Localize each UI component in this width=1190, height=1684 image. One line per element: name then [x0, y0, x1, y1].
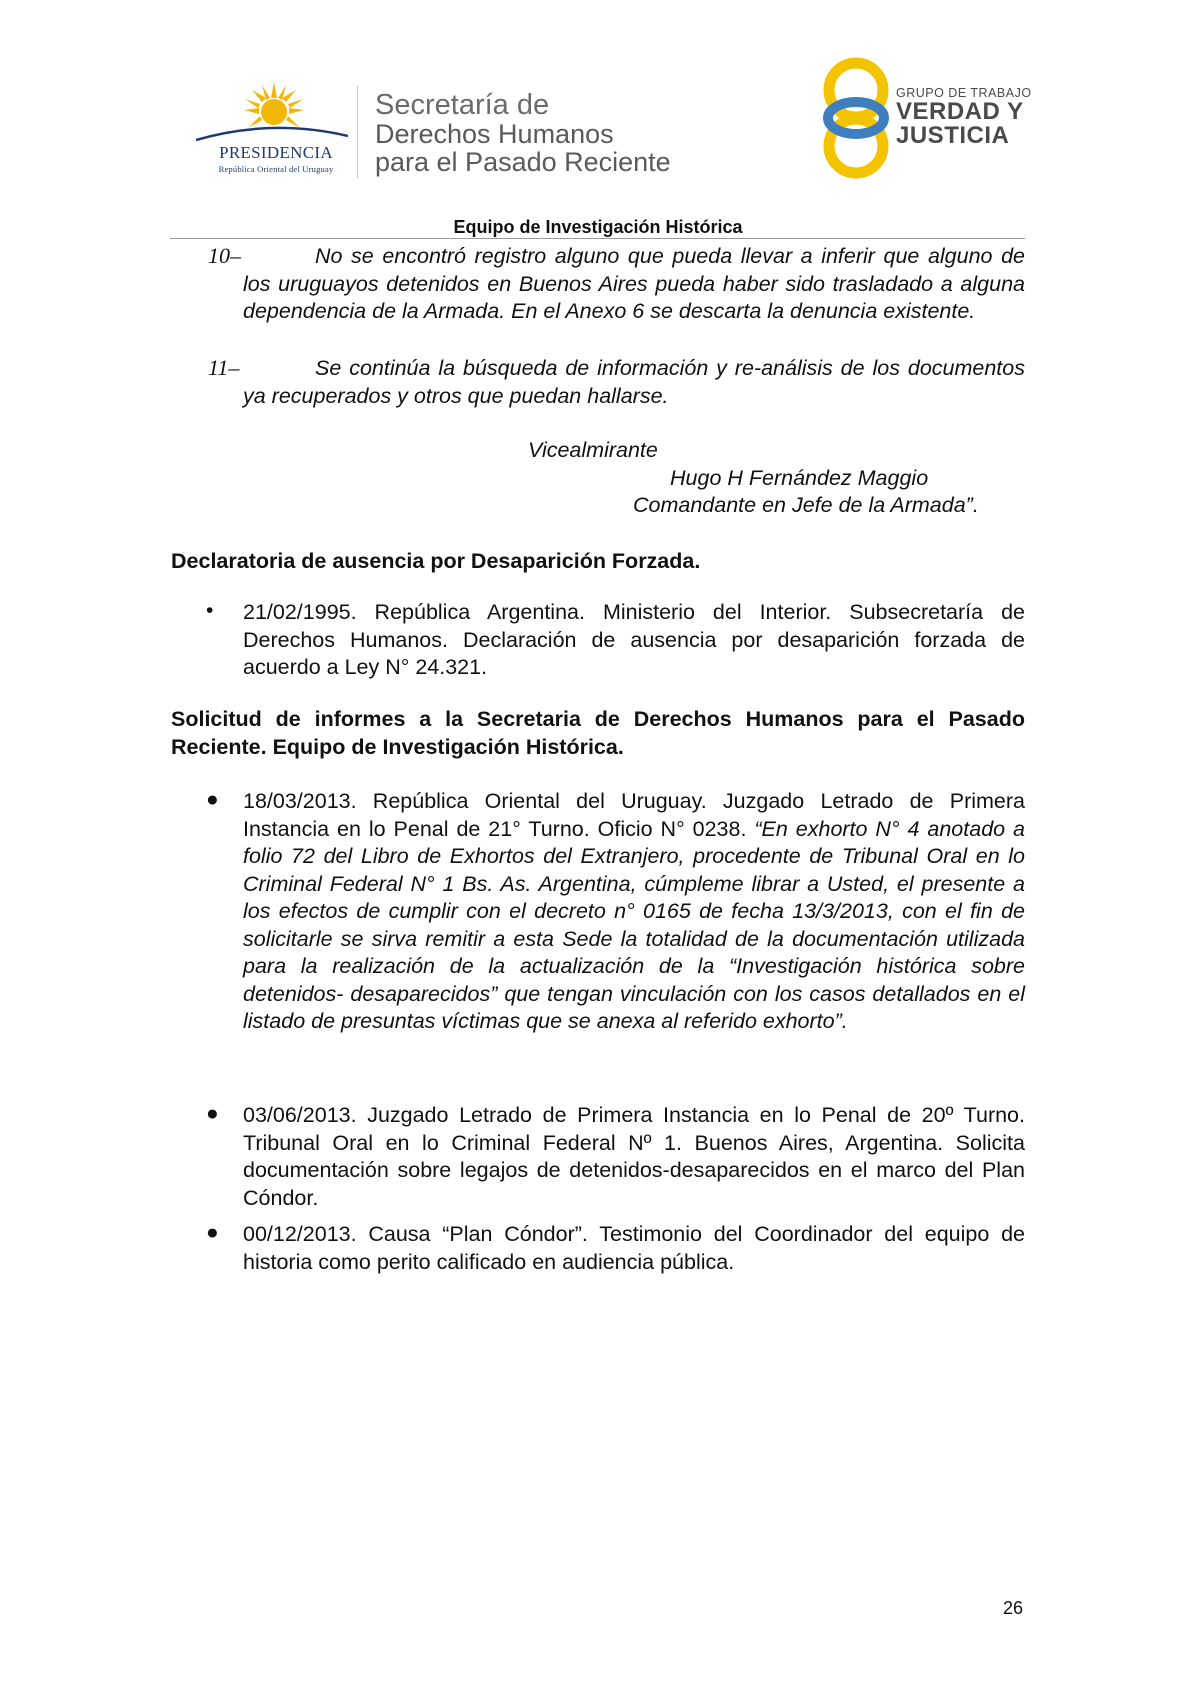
gt-line-1: GRUPO DE TRABAJO: [896, 86, 1032, 100]
bullet-text-2013-06: 03/06/2013. Juzgado Letrado de Primera Instancia en lo Penal de 20º Turno. Tribunal Oral en lo Criminal Federal Nº 1. Buenos Aires, Argentina. Solicita documentación sobre legajos de detenidos-desaparecidos en el marco del Plan Cóndor.: [243, 1103, 1025, 1210]
secretaria-line-3: para el Pasado Reciente: [375, 147, 671, 177]
bullet-dot: ●: [206, 1221, 219, 1244]
section-heading-solicitud: Solicitud de informes a la Secretaria de Derechos Humanos para el Pasado Reciente. Equipo de Investigación Histórica.: [171, 707, 1025, 759]
item-text-10: No se encontró registro alguno que pueda llevar a inferir que alguno de los uruguayos detenidos en Buenos Aires pueda haber sido trasladado a alguna dependencia de la Armada. En el Anexo 6 se descarta la denuncia existente.: [243, 244, 1025, 323]
secretaria-line-1: Secretaría de: [375, 89, 550, 121]
gt-line-3: JUSTICIA: [896, 122, 1010, 149]
item-text-11: Se continúa la búsqueda de información y re-análisis de los documentos ya recuperados y otros que puedan hallarse.: [243, 356, 1025, 408]
bullet-text-2013-03: [243, 788, 1025, 1036]
presidencia-sublabel: República Oriental del Uruguay: [218, 164, 334, 174]
exhorto-quote: “En exhorto N° 4 anotado a folio 72 del Libro de Exhortos del Extranjero, procedente de Tribunal Oral en lo Criminal Federal N° 1 Bs. As. Argentina, cúmpleme librar a Usted, el presente a los efectos de cumplir con el decreto n° 0165 de fecha 13/3/2013, con el fin de solicitarle se sirva remitir a esta Sede la totalidad de la documentación utilizada para la realización de la actualización de la “Investigación histórica sobre detenidos- desaparecidos” que tengan vinculación con los casos detallados en el listado de presuntas víctimas que se anexa al referido exhorto”.: [243, 816, 1026, 1033]
item-number-11: 11–: [208, 355, 240, 380]
page-number: 26: [1003, 1598, 1024, 1618]
secretaria-line-2: Derechos Humanos: [375, 119, 614, 149]
presidencia-label: PRESIDENCIA: [219, 143, 333, 162]
bullet-text-1995: 21/02/1995. República Argentina. Ministerio del Interior. Subsecretaría de Derechos Humanos. Declaración de ausencia por desaparición forzada de acuerdo a Ley N° 24.321.: [243, 600, 1025, 679]
section-heading-declaratoria: Declaratoria de ausencia por Desaparición Forzada.: [171, 549, 701, 573]
bullet-dot: ●: [206, 788, 219, 811]
bullet-text-2013-12: 00/12/2013. Causa “Plan Cóndor”. Testimonio del Coordinador del equipo de historia como perito calificado en audiencia pública.: [243, 1222, 1025, 1274]
gt-line-2: VERDAD Y: [896, 98, 1024, 125]
verdad-justicia-logotype: [896, 86, 1032, 148]
signature-name: Hugo H Fernández Maggio: [670, 466, 929, 490]
signature-position: Comandante en Jefe de la Armada”.: [633, 493, 979, 517]
bullet-text-2013-03-main: 18/03/2013. República Oriental del Uruguay. Juzgado Letrado de Primera Instancia en lo Penal de 21° Turno. Oficio N° 0238.: [243, 789, 1025, 841]
team-title: Equipo de Investigación Histórica: [453, 217, 743, 237]
bullet-dot: ●: [206, 1102, 219, 1125]
logo-divider: [357, 86, 358, 178]
verdad-justicia-rings-logo: [816, 56, 906, 180]
bullet-dot: •: [206, 599, 214, 622]
signature-rank: Vicealmirante: [528, 438, 658, 462]
header-rule: [170, 238, 1025, 239]
item-number-10: 10–: [208, 243, 241, 268]
secretaria-logotype: [375, 90, 671, 176]
